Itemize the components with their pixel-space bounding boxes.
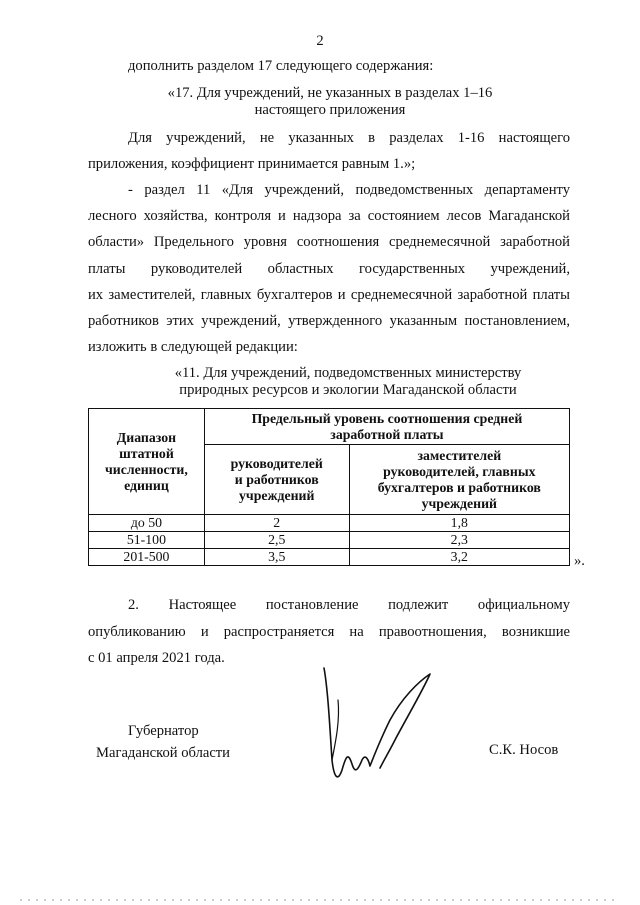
heads-header-line: учреждений [239,487,315,503]
deputies-header [349,445,569,515]
section11-intro-line: изложить в следующей редакции: [88,339,298,355]
section11-intro-line: области» Предельного уровня соотношения среднемесячной заработной [88,234,570,250]
section11-intro-line: лесного хозяйства, контроля и надзора за состоянием лесов Магаданской [88,208,570,224]
heads-header-line: и работников [234,471,319,487]
section17-para-line2: приложения, коэффициент принимается равным 1.»; [88,156,416,172]
heads-header [204,445,349,515]
para2-line: с 01 апреля 2021 года. [88,650,225,666]
section17-title [120,85,540,119]
limits-table [88,408,570,566]
table-row [89,532,570,549]
deputies-cell: 1,8 [349,515,569,532]
range-header-line: численности, [105,461,188,477]
heads-header-line: руководителей [230,455,323,471]
range-header-line: штатной [119,445,174,461]
signatory-name: С.К. Носов [489,742,559,758]
group-header-line: заработной платы [330,426,444,442]
group-header [204,409,569,445]
section11-intro-line: - раздел 11 «Для учреждений, подведомственных департаменту [128,182,570,198]
range-header-line: единиц [124,477,169,493]
group-header-line: Предельный уровень соотношения средней [251,410,523,426]
section17-para-line1: Для учреждений, не указанных в разделах 1-16 настоящего [128,130,570,146]
close-quote: ». [574,553,585,569]
section11-intro-line: их заместителей, главных бухгалтеров и среднемесячной заработной платы [88,287,570,303]
section11-title [128,365,568,399]
heads-cell: 2 [204,515,349,532]
deputies-header-line: учреждений [421,495,498,511]
signatory-title-line2: Магаданской области [96,745,230,761]
range-cell: 51-100 [89,532,205,549]
handwritten-signature [318,660,448,790]
scan-artifact-line [20,898,620,902]
heads-cell: 2,5 [204,532,349,549]
table-row [89,515,570,532]
section11-title-line2: природных ресурсов и экологии Магаданской области [179,382,517,398]
section11-intro-line: платы руководителей областных государственных учреждений, [88,261,570,277]
table-row [89,549,570,566]
signatory-title-line1: Губернатор [128,723,199,739]
deputies-cell: 2,3 [349,532,569,549]
deputies-header-line: руководителей, главных [383,463,536,479]
deputies-cell: 3,2 [349,549,569,566]
heads-cell: 3,5 [204,549,349,566]
range-header [89,409,205,515]
section17-title-line1: «17. Для учреждений, не указанных в разделах 1–16 [167,85,493,101]
page-number: 2 [316,33,324,49]
range-header-line: Диапазон [116,429,177,445]
section11-intro-line: работников этих учреждений, утвержденного указанным постановлением, [88,313,570,329]
signatory-title [96,720,230,764]
deputies-header-line: заместителей [417,447,502,463]
range-cell: 201-500 [89,549,205,566]
range-cell: до 50 [89,515,205,532]
deputies-header-line: бухгалтеров и работников [377,479,541,495]
para2-line: опубликованию и распространяется на правоотношения, возникшие [88,624,570,640]
section11-title-line1: «11. Для учреждений, подведомственных министерству [174,365,522,381]
intro-line: дополнить разделом 17 следующего содержания: [128,58,434,74]
para2-line: 2. Настоящее постановление подлежит официальному [128,597,570,613]
section17-title-line2: настоящего приложения [254,102,406,118]
